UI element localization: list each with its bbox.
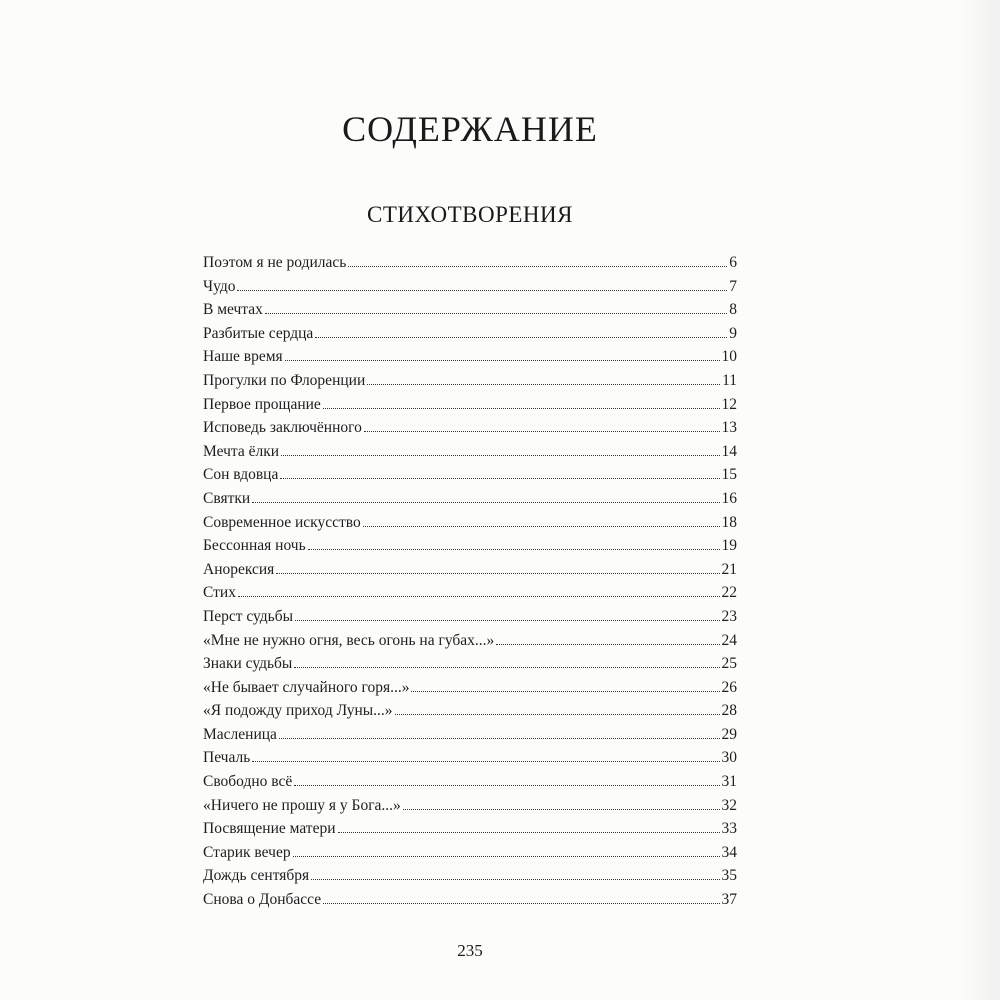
toc-entry-title: «Ничего не прошу я у Бога...»	[203, 796, 401, 814]
toc-entry-page: 14	[721, 442, 737, 460]
toc-entry-page: 10	[721, 348, 737, 366]
toc-entry	[203, 702, 737, 726]
toc-entry	[203, 325, 737, 349]
toc-leader-dots	[294, 785, 719, 786]
toc-entry-page: 8	[729, 301, 737, 319]
toc-entry	[203, 584, 737, 608]
toc-leader-dots	[311, 879, 719, 880]
toc-leader-dots	[237, 290, 727, 291]
toc-entry-page: 7	[729, 277, 737, 295]
toc-entry	[203, 797, 737, 821]
toc-leader-dots	[281, 455, 719, 456]
toc-leader-dots	[367, 384, 720, 385]
toc-entry	[203, 443, 737, 467]
toc-entry-title: Свободно всё	[203, 773, 293, 791]
toc-entry	[203, 348, 737, 372]
toc-entry-title: Бессонная ночь	[203, 537, 306, 555]
toc-entry-page: 13	[721, 419, 737, 437]
toc-leader-dots	[348, 266, 727, 267]
toc-entry-page: 18	[721, 513, 737, 531]
toc-leader-dots	[411, 691, 719, 692]
toc-leader-dots	[403, 809, 720, 810]
toc-leader-dots	[252, 761, 719, 762]
page-title: СОДЕРЖАНИЕ	[342, 109, 598, 149]
toc-entry-page: 23	[721, 607, 737, 625]
toc-entry-title: «Я подожду приход Луны...»	[203, 702, 393, 720]
toc-entry-page: 30	[721, 749, 737, 767]
toc-leader-dots	[295, 620, 719, 621]
toc-entry-title: Чудо	[203, 277, 236, 295]
toc-entry-title: Современное искусство	[203, 513, 361, 531]
toc-entry-page: 34	[721, 843, 737, 861]
toc-leader-dots	[280, 478, 719, 479]
toc-entry	[203, 749, 737, 773]
toc-entry-page: 24	[721, 631, 737, 649]
toc-entry	[203, 867, 737, 891]
toc-leader-dots	[315, 337, 727, 338]
toc-entry	[203, 632, 737, 656]
toc-entry-title: Наше время	[203, 348, 283, 366]
toc-entry-page: 28	[721, 702, 737, 720]
toc-entry	[203, 844, 737, 868]
toc-entry-title: Исповедь заключённого	[203, 419, 362, 437]
toc-entry-title: Посвящение матери	[203, 820, 336, 838]
toc-leader-dots	[363, 526, 720, 527]
toc-entry-title: Мечта ёлки	[203, 442, 280, 460]
toc-entry	[203, 561, 737, 585]
toc-entry-page: 9	[729, 324, 737, 342]
toc-entry-page: 35	[721, 867, 737, 885]
page-number: 235	[457, 941, 483, 960]
toc-leader-dots	[308, 549, 720, 550]
toc-entry-title: Поэтом я не родилась	[203, 254, 347, 271]
toc-entry-page: 33	[721, 820, 737, 838]
toc-leader-dots	[252, 502, 719, 503]
toc-entry	[203, 773, 737, 797]
toc-leader-dots	[294, 667, 719, 668]
toc-entry-title: Старик вечер	[203, 843, 291, 861]
toc-entry-page: 19	[721, 537, 737, 555]
toc-entry-page: 22	[721, 584, 737, 602]
toc-leader-dots	[338, 832, 720, 833]
toc-entry	[203, 301, 737, 325]
toc-entry-page: 11	[722, 371, 737, 389]
toc-entry	[203, 419, 737, 443]
toc-entry-page: 31	[721, 773, 737, 791]
toc-leader-dots	[238, 596, 720, 597]
toc-entry-title: Анорексия	[203, 560, 275, 578]
toc-entry-page: 21	[721, 560, 737, 578]
toc-entry	[203, 891, 737, 915]
toc-entry	[203, 372, 737, 396]
toc-entry-title: Перст судьбы	[203, 607, 294, 625]
toc-entry	[203, 278, 737, 302]
toc-entry-page: 32	[721, 796, 737, 814]
toc-leader-dots	[323, 408, 720, 409]
toc-entry-title: Дождь сентября	[203, 867, 310, 885]
toc-entry	[203, 726, 737, 750]
toc-entry-title: Святки	[203, 489, 251, 507]
toc-entry-title: Печаль	[203, 749, 251, 767]
toc-entry	[203, 490, 737, 514]
toc-entry-title: Разбитые сердца	[203, 324, 314, 342]
toc-leader-dots	[323, 903, 719, 904]
toc-entry-title: «Мне не нужно огня, весь огонь на губах...»	[203, 631, 495, 649]
toc-leader-dots	[395, 714, 720, 715]
toc-entry	[203, 466, 737, 490]
toc-entry-page: 37	[721, 891, 737, 909]
toc-entry-title: «Не бывает случайного горя...»	[203, 678, 410, 696]
toc-entry-page: 6	[729, 254, 737, 271]
table-of-contents	[203, 254, 737, 915]
toc-leader-dots	[364, 431, 720, 432]
toc-entry-page: 16	[721, 489, 737, 507]
toc-entry	[203, 608, 737, 632]
toc-entry-title: Сон вдовца	[203, 466, 279, 484]
toc-entry-page: 25	[721, 655, 737, 673]
toc-entry	[203, 537, 737, 561]
toc-leader-dots	[279, 738, 720, 739]
toc-entry-title: Прогулки по Флоренции	[203, 371, 366, 389]
toc-entry	[203, 655, 737, 679]
toc-entry-title: Первое прощание	[203, 395, 321, 413]
toc-leader-dots	[496, 644, 719, 645]
toc-entry	[203, 514, 737, 538]
toc-entry-page: 12	[721, 395, 737, 413]
toc-entry-title: Масленица	[203, 725, 277, 743]
toc-entry-title: В мечтах	[203, 301, 263, 319]
toc-leader-dots	[265, 313, 727, 314]
toc-entry	[203, 820, 737, 844]
toc-entry-page: 15	[721, 466, 737, 484]
toc-leader-dots	[276, 573, 719, 574]
toc-leader-dots	[293, 856, 720, 857]
toc-entry-page: 26	[721, 678, 737, 696]
toc-entry	[203, 396, 737, 420]
toc-entry-title: Снова о Донбассе	[203, 891, 322, 909]
toc-entry-title: Знаки судьбы	[203, 655, 293, 673]
toc-entry	[203, 679, 737, 703]
section-title: СТИХОТВОРЕНИЯ	[367, 202, 573, 227]
toc-entry-page: 29	[721, 725, 737, 743]
toc-entry-title: Стих	[203, 584, 236, 602]
toc-entry	[203, 254, 737, 278]
page-edge-shadow	[960, 0, 1000, 1000]
toc-leader-dots	[285, 360, 720, 361]
